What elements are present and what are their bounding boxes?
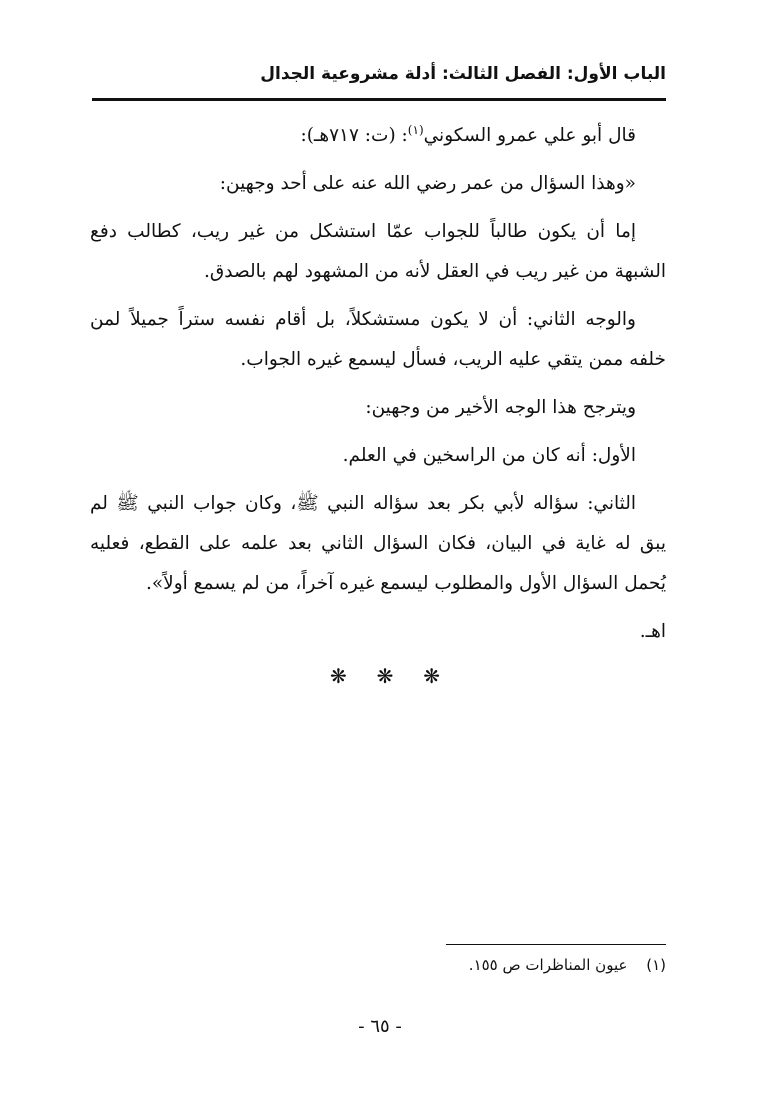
paragraph-1: [90, 116, 666, 156]
running-header: [92, 58, 666, 101]
separator-star-1: ❋: [330, 664, 347, 688]
paragraph-6: الأول: أنه كان من الراسخين في العلم.: [342, 445, 636, 466]
paragraph-7: الثاني: سؤاله لأبي بكر بعد سؤاله النبي ﷺ، وكان جواب النبي ﷺ لم يبق له غاية في البيان، فكان السؤال الثاني بعد علمه على القطع، فعليه يُحمل السؤال الأول والمطلوب ليسمع غيره آخراً، من لم يسمع أولاً».: [90, 493, 666, 594]
paragraph-1-text: قال أبو علي عمرو السكوني: [423, 125, 636, 146]
footnote-text: عيون المناظرات ص ١٥٥.: [468, 956, 628, 974]
paragraph-5: ويترجح هذا الوجه الأخير من وجهين:: [365, 397, 636, 418]
footnote-reference: (١): [407, 122, 424, 137]
paragraph-3: إما أن يكون طالباً للجواب عمّا استشكل من غير ريب، كطالب دفع الشبهة من غير ريب في العقل لأنه من المشهود لهم بالصدق.: [90, 221, 666, 282]
footnote: [469, 956, 666, 974]
footnote-divider: [446, 944, 666, 945]
paragraph-4: والوجه الثاني: أن لا يكون مستشكلاً، بل أقام نفسه ستراً جميلاً لمن خلفه ممن يتقي عليه الريب، فسأل ليسمع غيره الجواب.: [90, 309, 666, 370]
paragraph-2: «وهذا السؤال من عمر رضي الله عنه على أحد وجهين:: [219, 173, 636, 194]
page-number: - ٦٥ -: [358, 1016, 402, 1037]
footnote-number: (١): [646, 956, 666, 974]
paragraph-1-tail: : (ت: ٧١٧هـ):: [300, 125, 408, 146]
separator-star-3: ❋: [423, 664, 440, 688]
paragraph-8: اهـ.: [639, 621, 666, 642]
running-title: الباب الأول: الفصل الثالث: أدلة مشروعية الجدال: [260, 64, 666, 84]
section-separator: [330, 664, 440, 688]
separator-star-2: ❋: [376, 664, 394, 688]
main-text: [90, 116, 666, 660]
